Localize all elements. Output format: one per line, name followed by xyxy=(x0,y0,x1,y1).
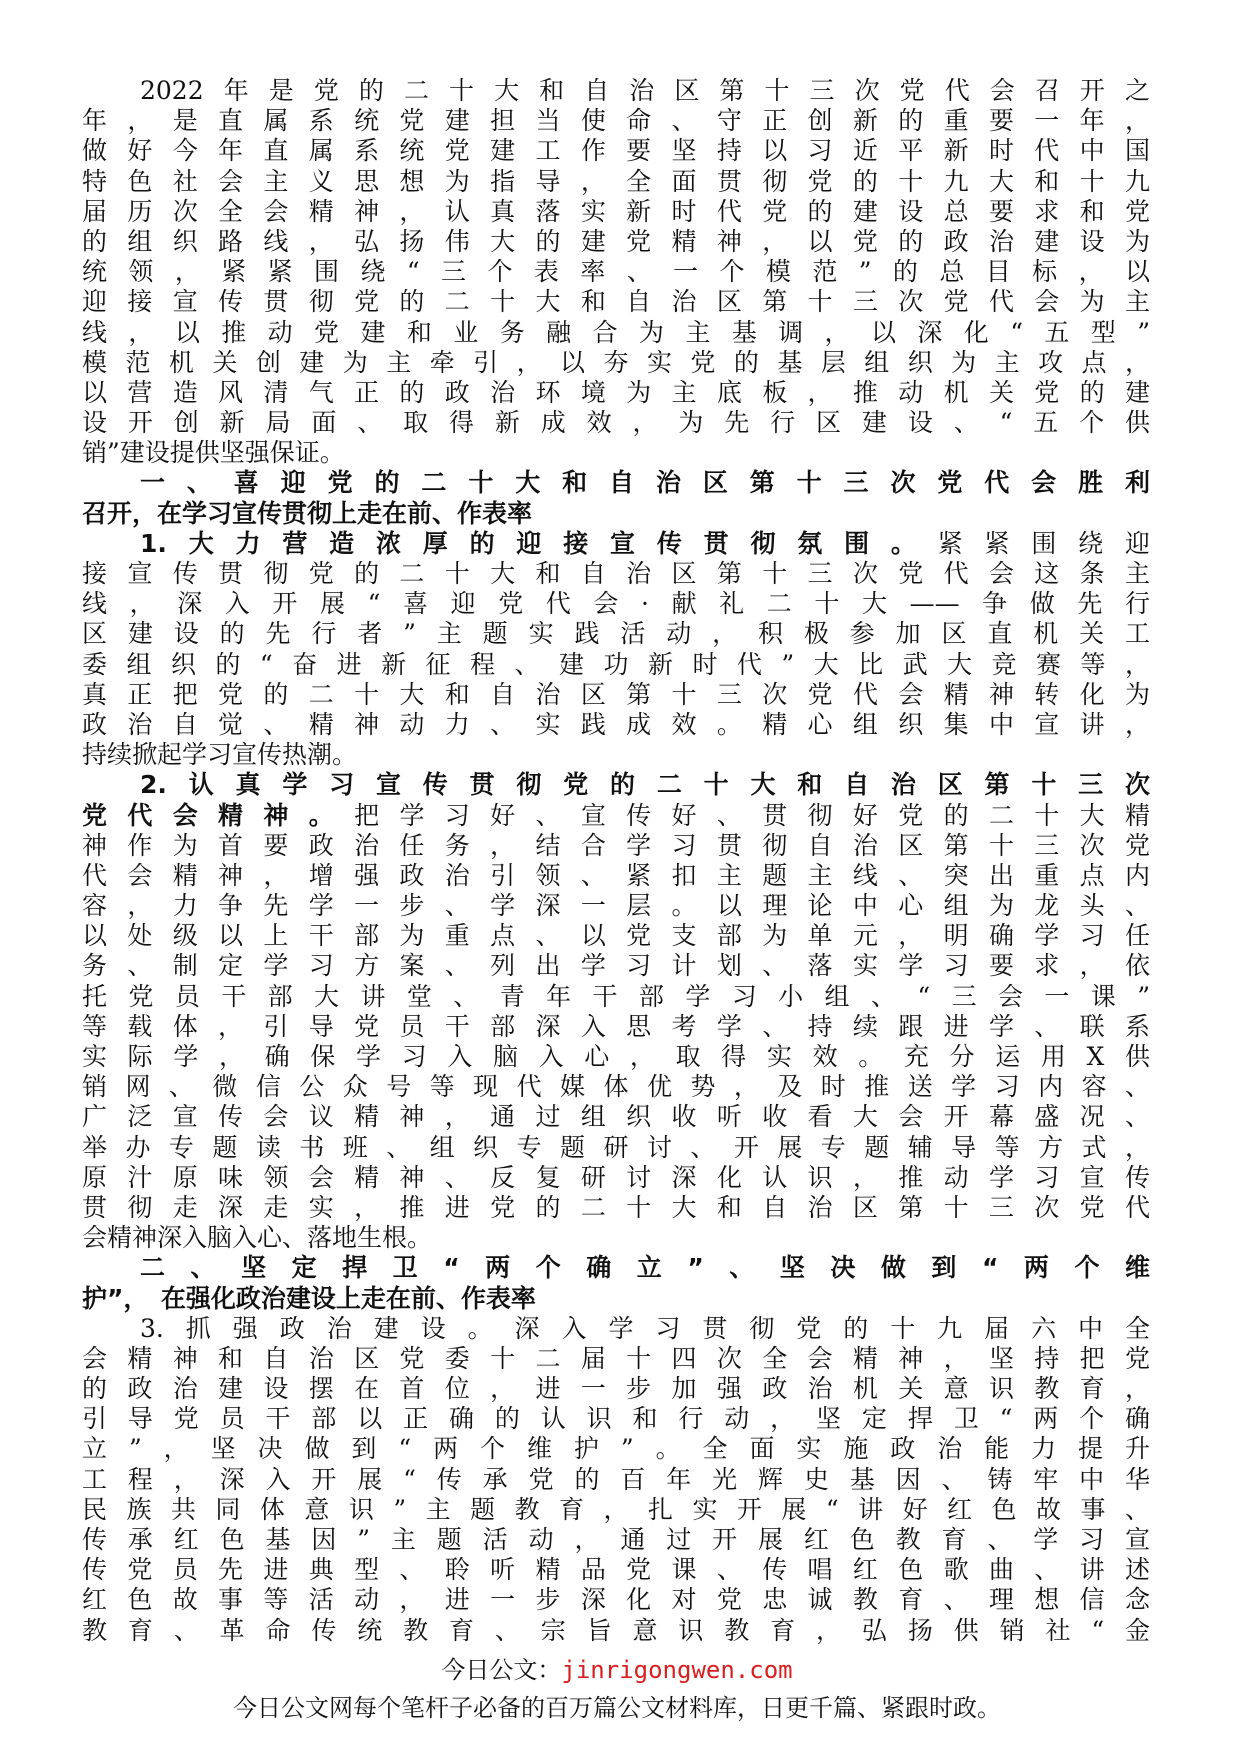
paragraph-line xyxy=(82,1314,1150,1344)
document-body xyxy=(82,76,1150,1646)
line-text: 的组织路线，弘扬伟大的建党精神，以党的政治建设为 xyxy=(82,226,1150,256)
line-text: 区建设的先行者”主题实践活动，积极参加区直机关工 xyxy=(82,619,1150,649)
paragraph-line xyxy=(82,1102,1150,1132)
line-text: 销网、微信公众号等现代媒体优势，及时推送学习内容、 xyxy=(82,1072,1150,1102)
paragraph-line xyxy=(82,136,1150,166)
paragraph-line xyxy=(82,1465,1150,1495)
paragraph-line xyxy=(82,227,1150,257)
line-text: 把学习好、宣传好、贯彻好党的二十大精 xyxy=(354,800,1150,830)
paragraph-line xyxy=(82,1434,1150,1464)
paragraph-line xyxy=(82,1404,1150,1434)
line-text: 教育、革命传统教育、宗旨意识教育，弘扬供销社“金 xyxy=(82,1615,1150,1645)
paragraph-line xyxy=(82,831,1150,861)
line-text: 会精神深入脑入心、落地生根。 xyxy=(82,1223,433,1253)
subheading-text: 2.认真学习宣传贯彻党的二十大和自治区第十三次 xyxy=(140,770,1150,800)
line-text: 以营造风清气正的政治环境为主底板，推动机关党的建 xyxy=(82,377,1150,407)
paragraph-line xyxy=(82,589,1150,619)
line-text: 托党员干部大讲堂、青年干部学习小组、“三会一课” xyxy=(82,981,1150,1011)
line-text: 务、制定学习方案、列出学习计划、落实学习要求，依 xyxy=(82,951,1150,981)
paragraph-line xyxy=(82,76,1150,106)
paragraph-line xyxy=(82,348,1150,378)
footer-brand-label: 今日公文： xyxy=(441,1656,562,1684)
line-text: 召开，在学习宣传贯彻上走在前、作表率 xyxy=(82,498,533,528)
line-text: 设开创新局面、取得新成效，为先行区建设、“五个供 xyxy=(82,408,1150,438)
paragraph-line xyxy=(82,257,1150,287)
line-text: 接宣传贯彻党的二十大和自治区第十三次党代会这条主 xyxy=(82,559,1150,588)
line-text: 实际学，确保学习入脑入心，取得实效。充分运用X供 xyxy=(82,1042,1150,1071)
section-heading-line xyxy=(82,1284,1150,1314)
line-text: 模范机关创建为主牵引，以夯实党的基层组织为主攻点， xyxy=(82,347,1150,377)
paragraph-line xyxy=(82,408,1150,438)
paragraph-line xyxy=(82,650,1150,680)
paragraph-line xyxy=(82,287,1150,317)
line-text: 届历次全会精神，认真落实新时代党的建设总要求和党 xyxy=(82,196,1150,226)
subheading-text: 1.大力营造浓厚的迎接宣传贯彻氛围。 xyxy=(140,528,938,558)
line-text: 立”，坚决做到“两个维护”。全面实施政治能力提升 xyxy=(82,1434,1150,1464)
paragraph-line xyxy=(82,1193,1150,1223)
paragraph-line xyxy=(82,197,1150,227)
line-text: 广泛宣传会议精神，通过组织收听收看大会开幕盛况、 xyxy=(82,1102,1150,1132)
line-text: 委组织的“奋进新征程、建功新时代”大比武大竞赛等， xyxy=(82,649,1150,679)
line-text: 做好今年直属系统党建工作要坚持以习近平新时代中国 xyxy=(82,136,1150,166)
paragraph-line xyxy=(82,951,1150,981)
paragraph-line xyxy=(82,770,1150,800)
paragraph-line xyxy=(82,1223,1150,1253)
line-text: 护”， 在强化政治建设上走在前、作表率 xyxy=(82,1283,536,1313)
paragraph-line xyxy=(82,861,1150,891)
footer-slogan: 今日公文网每个笔杆子必备的百万篇公文材料库，日更千篇、紧跟时政。 xyxy=(233,1694,1001,1722)
line-text: 持续掀起学习宣传热潮。 xyxy=(82,740,358,770)
line-text: 传承红色基因”主题活动，通过开展红色教育、学习宣 xyxy=(82,1525,1150,1554)
footer-url-link[interactable]: jinrigongwen.com xyxy=(561,1656,793,1684)
paragraph-line xyxy=(82,559,1150,589)
line-text: 等载体，引导党员干部深入思考学、持续跟进学、联系 xyxy=(82,1011,1150,1041)
line-text: 线，深入开展“喜迎党代会·献礼二十大——争做先行 xyxy=(82,589,1150,619)
line-text: 一、喜迎党的二十大和自治区第十三次党代会胜利 xyxy=(140,468,1150,498)
line-text: 线，以推动党建和业务融合为主基调，以深化“五型” xyxy=(82,317,1150,347)
line-text: 神作为首要政治任务，结合学习贯彻自治区第十三次党 xyxy=(82,830,1150,860)
paragraph-line xyxy=(82,680,1150,710)
paragraph-line xyxy=(82,619,1150,649)
paragraph-line xyxy=(82,801,1150,831)
paragraph-line xyxy=(82,438,1150,468)
line-text: 民族共同体意识”主题教育，扎实开展“讲好红色故事、 xyxy=(82,1494,1150,1524)
paragraph-line xyxy=(82,378,1150,408)
paragraph-line xyxy=(82,167,1150,197)
paragraph-line xyxy=(82,1133,1150,1163)
paragraph-line xyxy=(82,529,1150,559)
line-text: 工程，深入开展“传承党的百年光辉史基因、铸牢中华 xyxy=(82,1464,1150,1494)
line-text: 3.抓强政治建设。深入学习贯彻党的十九届六中全 xyxy=(140,1313,1150,1343)
paragraph-line xyxy=(82,982,1150,1012)
paragraph-line xyxy=(82,710,1150,740)
paragraph-line xyxy=(82,1616,1150,1646)
section-heading-line xyxy=(82,1253,1150,1283)
line-text: 二、坚定捍卫“两个确立”、坚决做到“两个维 xyxy=(140,1253,1150,1283)
paragraph-line xyxy=(82,318,1150,348)
subheading-text: 党代会精神。 xyxy=(82,800,355,830)
line-text: 贯彻走深走实，推进党的二十大和自治区第十三次党代 xyxy=(82,1192,1150,1222)
paragraph-line xyxy=(82,921,1150,951)
paragraph-line xyxy=(82,1555,1150,1585)
line-text: 年，是直属系统党建担当使命、守正创新的重要一年， xyxy=(82,106,1150,136)
line-text: 销”建设提供坚强保证。 xyxy=(82,438,345,468)
paragraph-line xyxy=(82,1042,1150,1072)
section-heading-line xyxy=(82,499,1150,529)
line-text: 以处级以上干部为重点、以党支部为单元，明确学习任 xyxy=(82,921,1150,951)
paragraph-line xyxy=(82,1163,1150,1193)
line-text: 引导党员干部以正确的认识和行动，坚定捍卫“两个确 xyxy=(82,1404,1150,1434)
line-text: 代会精神，增强政治引领、紧扣主题主线、突出重点内 xyxy=(82,860,1150,890)
paragraph-line xyxy=(82,891,1150,921)
line-text: 政治自觉、精神动力、实践成效。精心组织集中宣讲， xyxy=(82,709,1150,739)
line-text: 的政治建设摆在首位，进一步加强政治机关意识教育， xyxy=(82,1374,1150,1404)
line-text: 红色故事等活动，进一步深化对党忠诚教育、理想信念 xyxy=(82,1585,1150,1615)
paragraph-line xyxy=(82,1072,1150,1102)
line-text: 紧紧围绕迎 xyxy=(937,528,1150,558)
paragraph-line xyxy=(82,106,1150,136)
paragraph-line xyxy=(82,1374,1150,1404)
paragraph-line xyxy=(82,1012,1150,1042)
line-text: 容，力争先学一步、学深一层。以理论中心组为龙头、 xyxy=(82,891,1150,921)
line-text: 迎接宣传贯彻党的二十大和自治区第十三次党代会为主 xyxy=(82,287,1150,317)
paragraph-line xyxy=(82,1585,1150,1615)
line-text: 真正把党的二十大和自治区第十三次党代会精神转化为 xyxy=(82,679,1150,709)
line-text: 举办专题读书班、组织专题研讨、开展专题辅导等方式， xyxy=(82,1132,1150,1162)
footer-brand xyxy=(0,1650,1234,1685)
line-text: 2022年是党的二十大和自治区第十三次党代会召开之 xyxy=(140,76,1150,105)
paragraph-line xyxy=(82,1344,1150,1374)
line-text: 传党员先进典型、聆听精品党课、传唱红色歌曲、讲述 xyxy=(82,1555,1150,1585)
line-text: 会精神和自治区党委十二届十四次全会精神，坚持把党 xyxy=(82,1343,1150,1373)
line-text: 统领，紧紧围绕“三个表率、一个模范”的总目标，以 xyxy=(82,257,1150,287)
paragraph-line xyxy=(82,1525,1150,1555)
line-text: 原汁原味领会精神、反复研讨深化认识，推动学习宣传 xyxy=(82,1162,1150,1192)
paragraph-line xyxy=(82,740,1150,770)
paragraph-line xyxy=(82,1495,1150,1525)
section-heading-line xyxy=(82,468,1150,498)
line-text: 特色社会主义思想为指导，全面贯彻党的十九大和十九 xyxy=(82,166,1150,196)
